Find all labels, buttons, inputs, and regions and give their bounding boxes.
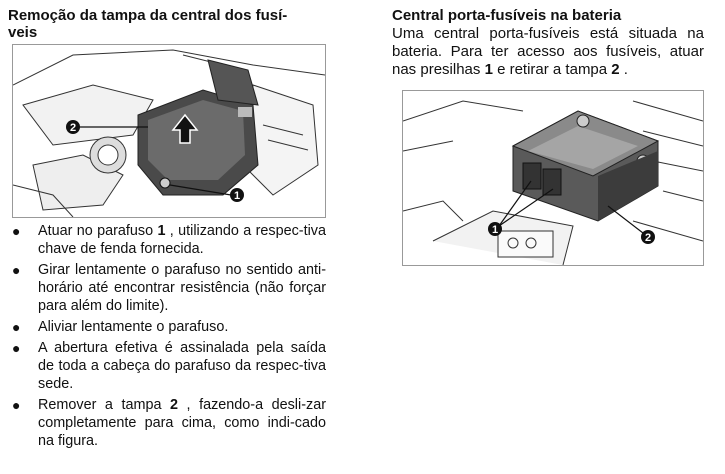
intro-text-a: Uma central porta-fusíveis está situada na bateria. Para ter acesso aos fusíveis, atuar nas presilhas <box>392 25 704 78</box>
list-item <box>8 396 326 450</box>
bullet-icon: ● <box>12 262 21 278</box>
step-ref-number: 1 <box>157 223 166 239</box>
right-section-title: Central porta-fusíveis na bateria <box>392 7 622 24</box>
left-title-text: Remoção da tampa da central dos fusí- veis <box>8 7 288 41</box>
intro-text-d: . <box>619 61 628 78</box>
step-text: A abertura efetiva é assinalada pela saída de toda a cabeça do parafuso da respec-tiva sede. <box>38 340 326 392</box>
bullet-icon: ● <box>12 319 21 335</box>
engine-bay-drawing <box>13 45 325 217</box>
step-text-cont: , utilizando a respec-tiva chave de fenda fornecida. <box>38 223 326 257</box>
right-callout-2-label: 2 <box>644 232 652 244</box>
bullet-icon: ● <box>12 340 21 356</box>
step-text: Girar lentamente o parafuso no sentido anti-horário até encontrar resistência (não forçar para além do limite). <box>38 262 326 314</box>
list-item <box>8 339 326 393</box>
step-text: Remover a tampa <box>38 397 170 413</box>
battery-fuse-box-illustration <box>402 90 704 266</box>
step-text: Aliviar lentamente o parafuso. <box>38 319 229 335</box>
intro-ref-2: 2 <box>611 61 620 78</box>
callout-1-label: 1 <box>233 190 241 202</box>
battery-fuse-box-drawing <box>403 91 703 265</box>
step-text: Atuar no parafuso <box>38 223 158 239</box>
left-section-title <box>8 7 308 41</box>
fuse-box-cover-removal-illustration <box>12 44 326 218</box>
bullet-icon: ● <box>12 223 21 239</box>
intro-paragraph <box>392 25 704 79</box>
step-text-cont: , fazendo-a desli-zar completamente para cima, como indi-cado na figura. <box>38 397 326 449</box>
callout-2-label: 2 <box>69 122 77 134</box>
list-item <box>8 261 326 315</box>
step-ref-number: 2 <box>169 397 178 413</box>
intro-text-c: e retirar a tampa <box>492 61 612 78</box>
list-item <box>8 318 326 336</box>
intro-ref-1: 1 <box>484 61 493 78</box>
bullet-icon: ● <box>12 397 21 413</box>
right-callout-1-label: 1 <box>491 224 499 236</box>
instruction-list <box>8 222 326 453</box>
list-item <box>8 222 326 258</box>
